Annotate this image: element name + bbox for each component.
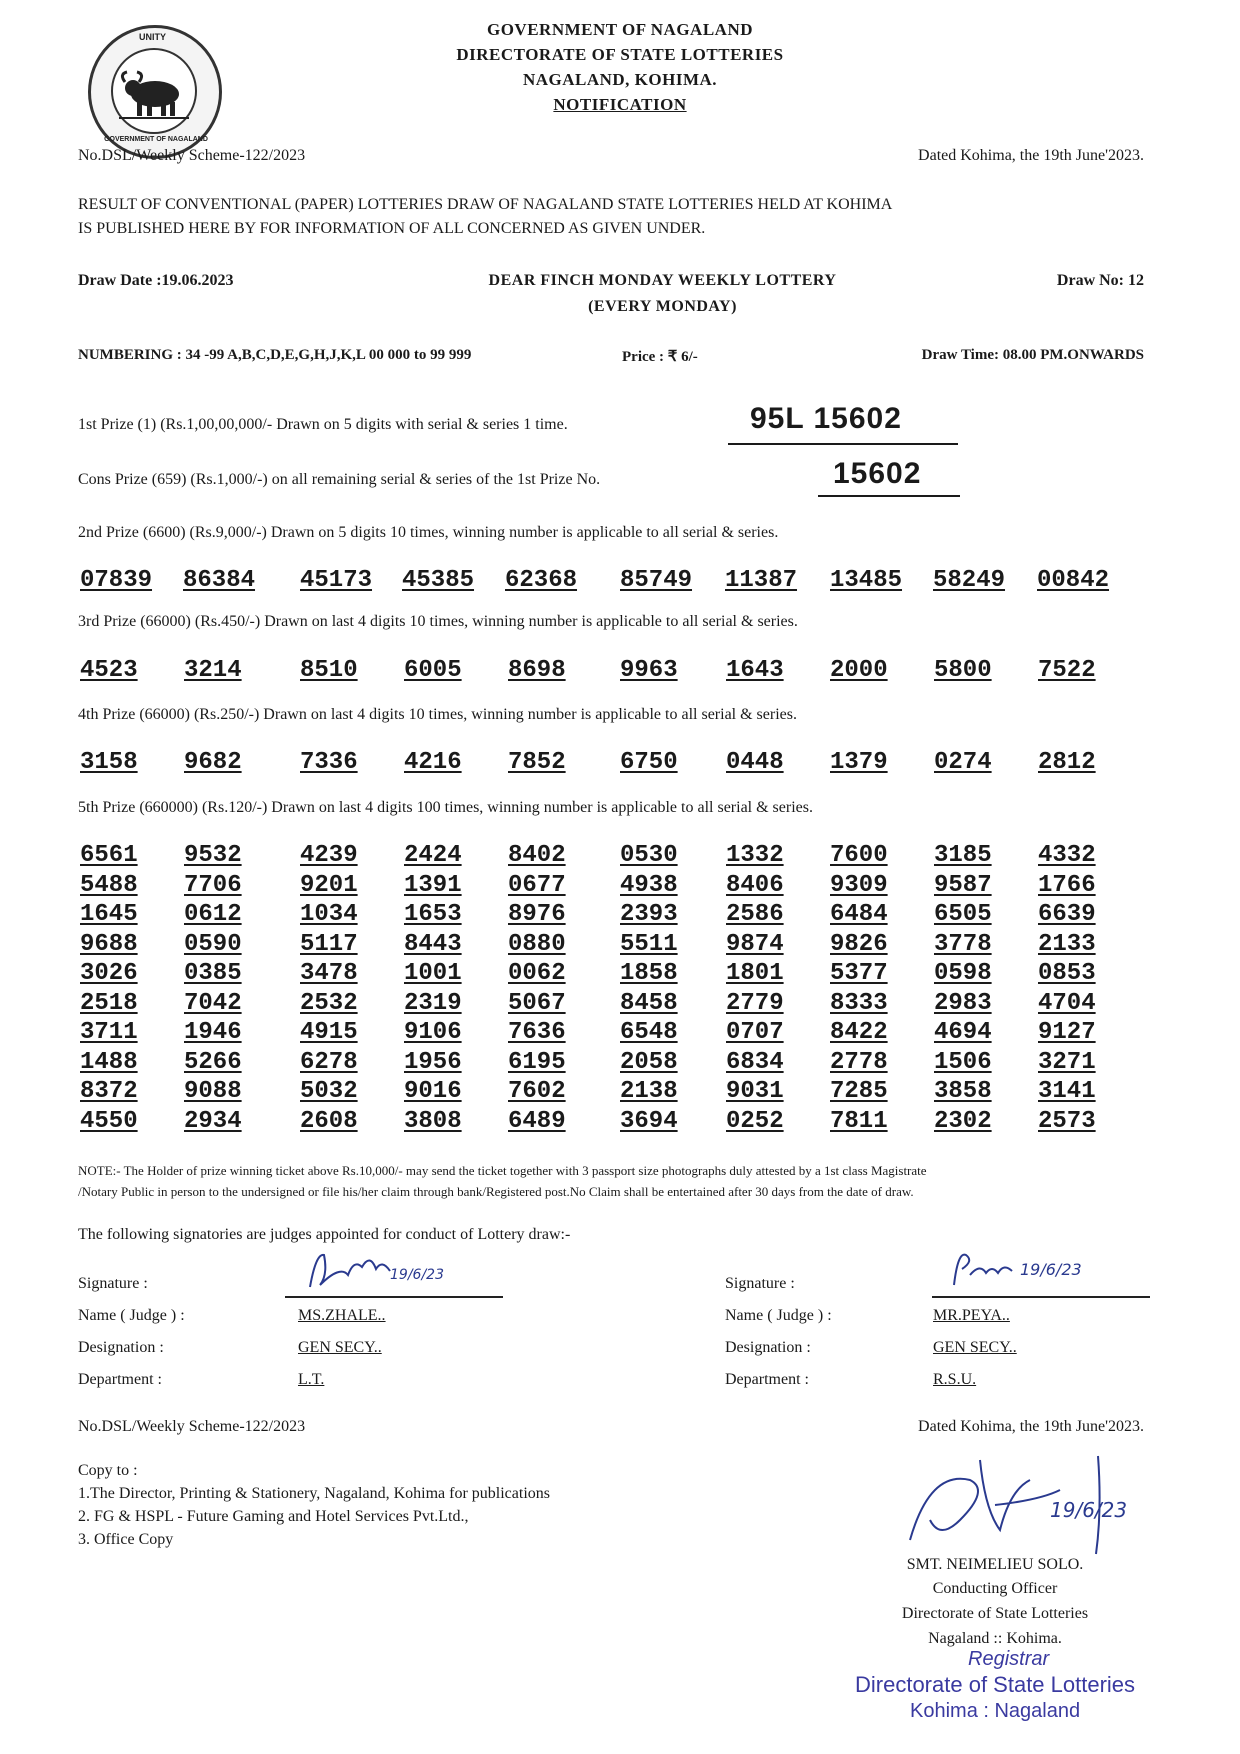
fifth-prize-number: 2058 — [620, 1048, 678, 1076]
officer-signature-date: 19/6/23 — [1050, 1498, 1128, 1522]
fifth-prize-number: 5511 — [620, 930, 678, 958]
fifth-prize-number: 7285 — [830, 1078, 888, 1105]
right-signature-line — [932, 1296, 1150, 1298]
third-prize-number: 1643 — [726, 657, 784, 684]
header-notification: NOTIFICATION — [553, 95, 687, 114]
stamp-line-3: Kohima : Nagaland — [910, 1700, 1081, 1722]
fifth-prize-number: 8443 — [404, 930, 462, 958]
second-prize-number: 62368 — [505, 567, 578, 594]
lottery-subtitle: (EVERY MONDAY) — [588, 298, 737, 315]
fifth-prize-number: 8333 — [830, 989, 888, 1017]
fifth-prize-number: 5266 — [184, 1048, 242, 1076]
fifth-prize-number: 9532 — [184, 842, 242, 869]
right-judge-name: MR.PEYA.. — [933, 1307, 1010, 1324]
fifth-prize-number: 1801 — [726, 960, 784, 987]
fifth-prize-number: 9127 — [1038, 1019, 1096, 1046]
fifth-prize-number: 2779 — [726, 989, 784, 1017]
fifth-prize-number: 6639 — [1038, 901, 1096, 928]
right-judge-department: R.S.U. — [933, 1371, 977, 1388]
fifth-prize-number: 1858 — [620, 960, 678, 987]
svg-text:19/6/23: 19/6/23 — [1020, 1260, 1082, 1279]
fifth-prize-number: 0530 — [620, 842, 678, 869]
right-name-label: Name ( Judge ) : — [725, 1307, 832, 1324]
fifth-prize-grid — [80, 842, 1140, 1142]
fifth-prize-number: 4694 — [934, 1019, 992, 1046]
fifth-prize-number: 2424 — [404, 842, 462, 869]
fifth-prize-number: 1956 — [404, 1048, 462, 1076]
fifth-prize-number: 7706 — [184, 871, 242, 899]
first-prize-underline — [728, 443, 958, 445]
fifth-prize-number: 3026 — [80, 960, 138, 987]
fourth-prize-number: 6750 — [620, 749, 678, 776]
seal-bottom-text: GOVERNMENT OF NAGALAND — [104, 136, 208, 143]
second-prize-number: 45173 — [300, 567, 373, 594]
third-prize-number: 8698 — [508, 657, 566, 684]
fourth-prize-number: 3158 — [80, 749, 138, 776]
fifth-prize-number: 1506 — [934, 1048, 992, 1076]
first-prize-number: 95L 15602 — [750, 402, 902, 435]
copy-item-1: 1.The Director, Printing & Stationery, Nagaland, Kohima for publications — [78, 1485, 550, 1502]
fifth-prize-number: 6278 — [300, 1048, 358, 1076]
footer-dated-text: Dated Kohima, the 19th June'2023. — [918, 1418, 1144, 1435]
second-prize-number: 00842 — [1037, 567, 1110, 594]
fifth-prize-number: 6834 — [726, 1048, 784, 1076]
officer-name: SMT. NEIMELIEU SOLO. — [906, 1556, 1084, 1573]
fifth-prize-number: 2393 — [620, 901, 678, 928]
third-prize-number: 5800 — [934, 657, 992, 684]
third-prize-number: 3214 — [184, 657, 242, 684]
intro-line-1: RESULT OF CONVENTIONAL (PAPER) LOTTERIES DRAW OF NAGALAND STATE LOTTERIES HELD AT KOHIMA — [78, 196, 893, 213]
fifth-prize-number: 6195 — [508, 1048, 566, 1076]
copy-to-label: Copy to : — [78, 1462, 138, 1479]
fourth-prize-number: 7852 — [508, 749, 566, 776]
fifth-prize-number: 8976 — [508, 901, 566, 928]
fifth-prize-number: 4938 — [620, 871, 678, 899]
fifth-prize-number: 6484 — [830, 901, 888, 928]
second-prize-number: 11387 — [725, 567, 798, 594]
seal-top-text: UNITY — [139, 32, 166, 42]
fifth-prize-row — [80, 901, 1140, 931]
fifth-prize-number: 3694 — [620, 1107, 678, 1135]
fifth-prize-number: 6561 — [80, 842, 138, 869]
fifth-prize-number: 8372 — [80, 1078, 138, 1105]
fifth-prize-number: 7636 — [508, 1019, 566, 1046]
fifth-prize-number: 1001 — [404, 960, 462, 987]
fifth-prize-number: 0062 — [508, 960, 566, 987]
fourth-prize-number: 0274 — [934, 749, 992, 776]
note-line-1: NOTE:- The Holder of prize winning ticket above Rs.10,000/- may send the ticket together with 3 passport size photographs duly attested by a 1st class Magistrate — [78, 1163, 927, 1178]
fifth-prize-row — [80, 872, 1140, 902]
cons-prize-number: 15602 — [833, 457, 922, 490]
third-prize-text: 3rd Prize (66000) (Rs.450/-) Drawn on last 4 digits 10 times, winning number is applicable to all serial & series. — [78, 613, 798, 630]
fifth-prize-number: 8406 — [726, 871, 784, 899]
fifth-prize-number: 6489 — [508, 1107, 566, 1135]
draw-time: Draw Time: 08.00 PM.ONWARDS — [921, 347, 1144, 363]
left-judge-name: MS.ZHALE.. — [298, 1307, 386, 1324]
fifth-prize-row — [80, 931, 1140, 961]
fourth-prize-number: 4216 — [404, 749, 462, 776]
fifth-prize-number: 4332 — [1038, 842, 1096, 869]
left-signature-label: Signature : — [78, 1275, 148, 1292]
fifth-prize-number: 3478 — [300, 960, 358, 987]
first-prize-text: 1st Prize (1) (Rs.1,00,00,000/- Drawn on 5 digits with serial & series 1 time. — [78, 416, 568, 433]
fifth-prize-number: 9016 — [404, 1078, 462, 1105]
fifth-prize-number: 7602 — [508, 1078, 566, 1105]
fifth-prize-number: 7600 — [830, 842, 888, 869]
cons-prize-underline — [818, 495, 960, 497]
fifth-prize-number: 2608 — [300, 1107, 358, 1135]
fifth-prize-number: 9106 — [404, 1019, 462, 1046]
fifth-prize-number: 3858 — [934, 1078, 992, 1105]
stamp-line-1: Registrar — [968, 1648, 1050, 1670]
fifth-prize-number: 2532 — [300, 989, 358, 1017]
fifth-prize-row — [80, 1019, 1140, 1049]
fifth-prize-number: 3711 — [80, 1019, 138, 1046]
fifth-prize-row — [80, 1108, 1140, 1138]
fifth-prize-number: 3808 — [404, 1107, 462, 1135]
fifth-prize-number: 7042 — [184, 989, 242, 1017]
draw-date: Draw Date :19.06.2023 — [78, 272, 234, 289]
fifth-prize-number: 6548 — [620, 1019, 678, 1046]
fifth-prize-row — [80, 1049, 1140, 1079]
fifth-prize-row — [80, 842, 1140, 872]
fifth-prize-number: 2138 — [620, 1078, 678, 1105]
fifth-prize-number: 0853 — [1038, 960, 1096, 987]
fifth-prize-number: 2934 — [184, 1107, 242, 1135]
third-prize-number: 9963 — [620, 657, 678, 684]
fifth-prize-number: 6505 — [934, 901, 992, 928]
copy-item-3: 3. Office Copy — [78, 1531, 174, 1548]
lottery-title: DEAR FINCH MONDAY WEEKLY LOTTERY — [488, 272, 837, 289]
fourth-prize-number: 0448 — [726, 749, 784, 776]
fifth-prize-number: 1391 — [404, 871, 462, 899]
third-prize-number: 7522 — [1038, 657, 1096, 684]
fifth-prize-number: 2133 — [1038, 930, 1096, 958]
fifth-prize-number: 9309 — [830, 871, 888, 899]
fifth-prize-number: 2573 — [1038, 1107, 1096, 1135]
right-designation-label: Designation : — [725, 1339, 811, 1356]
fifth-prize-number: 9088 — [184, 1078, 242, 1105]
fifth-prize-number: 0707 — [726, 1019, 784, 1046]
fifth-prize-number: 4550 — [80, 1107, 138, 1135]
fifth-prize-number: 1332 — [726, 842, 784, 869]
fifth-prize-number: 4915 — [300, 1019, 358, 1046]
left-signature-line — [285, 1296, 503, 1298]
right-department-label: Department : — [725, 1371, 809, 1388]
judges-intro: The following signatories are judges appointed for conduct of Lottery draw:- — [78, 1226, 571, 1243]
fifth-prize-number: 9031 — [726, 1078, 784, 1105]
right-signature-label: Signature : — [725, 1275, 795, 1292]
fifth-prize-number: 8402 — [508, 842, 566, 869]
fifth-prize-number: 1034 — [300, 901, 358, 928]
fifth-prize-number: 5117 — [300, 930, 358, 958]
officer-title: Conducting Officer — [932, 1580, 1058, 1597]
intro-line-2: IS PUBLISHED HERE BY FOR INFORMATION OF ALL CONCERNED AS GIVEN UNDER. — [78, 220, 706, 237]
left-judge-department: L.T. — [298, 1371, 325, 1388]
fifth-prize-number: 9826 — [830, 930, 888, 958]
svg-text:19/6/23: 19/6/23 — [390, 1267, 444, 1283]
fifth-prize-number: 3778 — [934, 930, 992, 958]
reference-number: No.DSL/Weekly Scheme-122/2023 — [78, 147, 306, 164]
fifth-prize-text: 5th Prize (660000) (Rs.120/-) Drawn on last 4 digits 100 times, winning number is applicable to all serial & series. — [78, 799, 813, 816]
fifth-prize-number: 5032 — [300, 1078, 358, 1105]
fifth-prize-number: 1488 — [80, 1048, 138, 1076]
fifth-prize-row — [80, 1078, 1140, 1108]
third-prize-number: 2000 — [830, 657, 888, 684]
fifth-prize-number: 2586 — [726, 901, 784, 928]
note-line-2: /Notary Public in person to the undersigned or file his/her claim through bank/Registered post.No Claim shall be entertained after 30 days from the date of draw. — [78, 1184, 914, 1199]
fourth-prize-number: 7336 — [300, 749, 358, 776]
second-prize-number: 86384 — [183, 567, 256, 594]
fifth-prize-number: 9688 — [80, 930, 138, 958]
fourth-prize-text: 4th Prize (66000) (Rs.250/-) Drawn on last 4 digits 10 times, winning number is applicable to all serial & series. — [78, 706, 797, 723]
fifth-prize-number: 5377 — [830, 960, 888, 987]
dated-text: Dated Kohima, the 19th June'2023. — [918, 147, 1144, 164]
fifth-prize-number: 0598 — [934, 960, 992, 987]
fourth-prize-number: 1379 — [830, 749, 888, 776]
fourth-prize-number: 2812 — [1038, 749, 1096, 776]
fifth-prize-number: 9874 — [726, 930, 784, 958]
right-judge-signature — [940, 1245, 1140, 1295]
third-prize-number: 6005 — [404, 657, 462, 684]
stamp-line-2: Directorate of State Lotteries — [855, 1672, 1136, 1697]
fifth-prize-number: 3141 — [1038, 1078, 1096, 1105]
fifth-prize-number: 2302 — [934, 1107, 992, 1135]
fifth-prize-number: 1645 — [80, 901, 138, 928]
fifth-prize-number: 1766 — [1038, 871, 1096, 899]
fifth-prize-number: 0252 — [726, 1107, 784, 1135]
second-prize-text: 2nd Prize (6600) (Rs.9,000/-) Drawn on 5 digits 10 times, winning number is applicable to all serial & series. — [78, 524, 779, 541]
fifth-prize-number: 4239 — [300, 842, 358, 869]
fifth-prize-number: 8422 — [830, 1019, 888, 1046]
officer-place: Nagaland :: Kohima. — [928, 1630, 1062, 1647]
fifth-prize-number: 2518 — [80, 989, 138, 1017]
fifth-prize-number: 2778 — [830, 1048, 888, 1076]
fifth-prize-number: 9587 — [934, 871, 992, 899]
header-line-1: GOVERNMENT OF NAGALAND — [486, 20, 753, 39]
third-prize-numbers — [80, 657, 1140, 687]
fifth-prize-number: 3185 — [934, 842, 992, 869]
fifth-prize-number: 2983 — [934, 989, 992, 1017]
copy-item-2: 2. FG & HSPL - Future Gaming and Hotel Services Pvt.Ltd., — [78, 1508, 469, 1525]
fourth-prize-numbers — [80, 749, 1140, 779]
third-prize-number: 4523 — [80, 657, 138, 684]
second-prize-number: 07839 — [80, 567, 153, 594]
fifth-prize-number: 8458 — [620, 989, 678, 1017]
header-line-2: DIRECTORATE OF STATE LOTTERIES — [456, 45, 784, 64]
fifth-prize-number: 0880 — [508, 930, 566, 958]
fifth-prize-number: 0590 — [184, 930, 242, 958]
second-prize-number: 45385 — [402, 567, 475, 594]
fifth-prize-number: 0385 — [184, 960, 242, 987]
fifth-prize-number: 3271 — [1038, 1048, 1096, 1076]
left-judge-designation: GEN SECY.. — [298, 1339, 382, 1356]
fifth-prize-row — [80, 990, 1140, 1020]
fifth-prize-number: 0677 — [508, 871, 566, 899]
fifth-prize-number: 1653 — [404, 901, 462, 928]
officer-org: Directorate of State Lotteries — [901, 1605, 1089, 1622]
fifth-prize-number: 1946 — [184, 1019, 242, 1046]
price-info: Price : ₹ 6/- — [622, 349, 698, 365]
second-prize-number: 13485 — [830, 567, 903, 594]
third-prize-number: 8510 — [300, 657, 358, 684]
numbering-info: NUMBERING : 34 -99 A,B,C,D,E,G,H,J,K,L 00 000 to 99 999 — [78, 347, 472, 363]
fifth-prize-number: 9201 — [300, 871, 358, 899]
cons-prize-text: Cons Prize (659) (Rs.1,000/-) on all remaining serial & series of the 1st Prize No. — [78, 471, 601, 488]
fifth-prize-number: 7811 — [830, 1107, 888, 1135]
fifth-prize-number: 5488 — [80, 871, 138, 899]
draw-number: Draw No: 12 — [1056, 272, 1144, 289]
left-department-label: Department : — [78, 1371, 162, 1388]
second-prize-numbers — [80, 567, 1140, 597]
fifth-prize-number: 5067 — [508, 989, 566, 1017]
second-prize-number: 85749 — [620, 567, 693, 594]
left-name-label: Name ( Judge ) : — [78, 1307, 185, 1324]
left-judge-signature — [290, 1245, 480, 1295]
second-prize-number: 58249 — [933, 567, 1006, 594]
header-line-3: NAGALAND, KOHIMA. — [522, 70, 718, 89]
fifth-prize-number: 2319 — [404, 989, 462, 1017]
fifth-prize-number: 4704 — [1038, 989, 1096, 1017]
fourth-prize-number: 9682 — [184, 749, 242, 776]
fifth-prize-row — [80, 960, 1140, 990]
left-designation-label: Designation : — [78, 1339, 164, 1356]
fifth-prize-number: 0612 — [184, 901, 242, 928]
right-judge-designation: GEN SECY.. — [933, 1339, 1017, 1356]
footer-reference-number: No.DSL/Weekly Scheme-122/2023 — [78, 1418, 306, 1435]
